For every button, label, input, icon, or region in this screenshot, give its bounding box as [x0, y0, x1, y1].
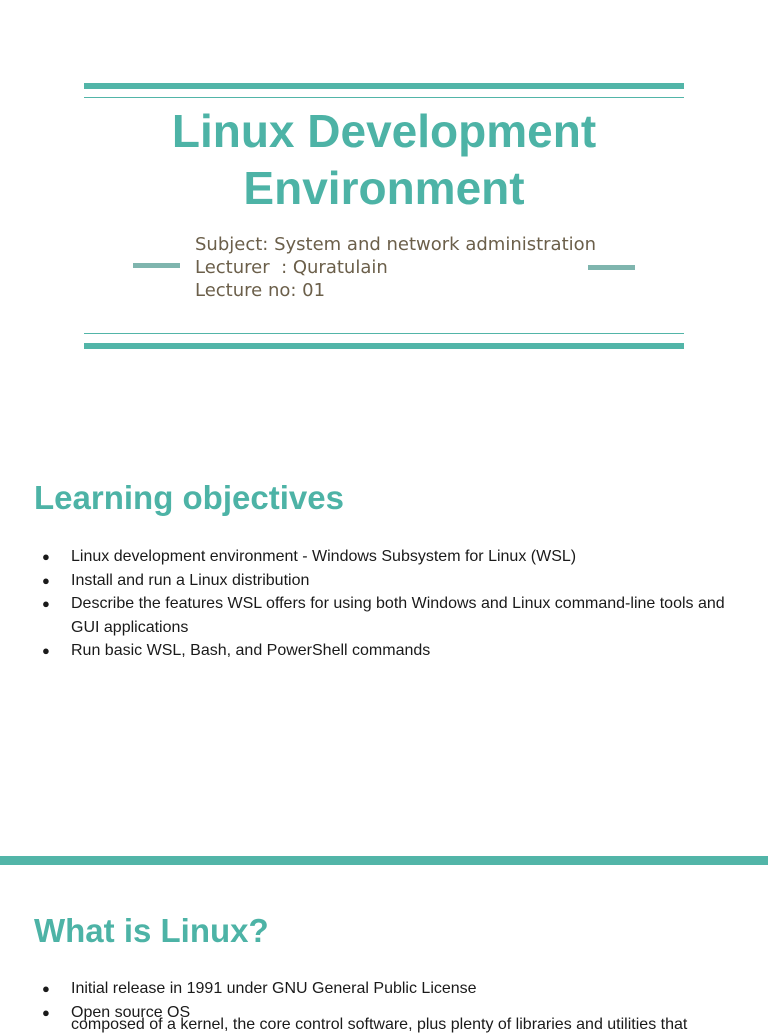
list-item: ● Initial release in 1991 under GNU General Public License	[33, 977, 711, 1001]
list-item: ● Open source OS	[33, 1001, 711, 1025]
bottom-thin-rule	[84, 333, 684, 334]
slide-title	[84, 103, 684, 217]
lecture-number-line: Lecture no: 01	[195, 280, 326, 301]
lecture-info	[195, 233, 596, 302]
lecturer-line: Lecturer : Quratulain	[195, 257, 388, 278]
list-item: ● Run basic WSL, Bash, and PowerShell commands	[33, 639, 711, 663]
title-line-2: Environment	[243, 162, 525, 214]
list-item: ● Linux development environment - Windows Subsystem for Linux (WSL)	[33, 545, 711, 569]
learning-objectives-heading: Learning objectives	[34, 479, 344, 516]
top-thin-rule	[84, 97, 684, 98]
subject-line: Subject: System and network administration	[195, 234, 597, 255]
slide-divider	[0, 856, 768, 865]
cut-off-line: composed of a kernel, the core control software, plus plenty of libraries and utilities that	[71, 1016, 688, 1033]
left-accent-dash	[133, 263, 180, 268]
list-item: ● Describe the features WSL offers for using both Windows and Linux command-line tools and GUI applications	[33, 592, 731, 639]
title-line-1: Linux Development	[171, 105, 597, 157]
objectives-list	[33, 545, 731, 663]
list-item: ● Install and run a Linux distribution	[33, 569, 711, 593]
what-is-linux-heading: What is Linux?	[34, 912, 269, 949]
bottom-thick-rule	[84, 343, 684, 349]
top-thick-rule	[84, 83, 684, 89]
